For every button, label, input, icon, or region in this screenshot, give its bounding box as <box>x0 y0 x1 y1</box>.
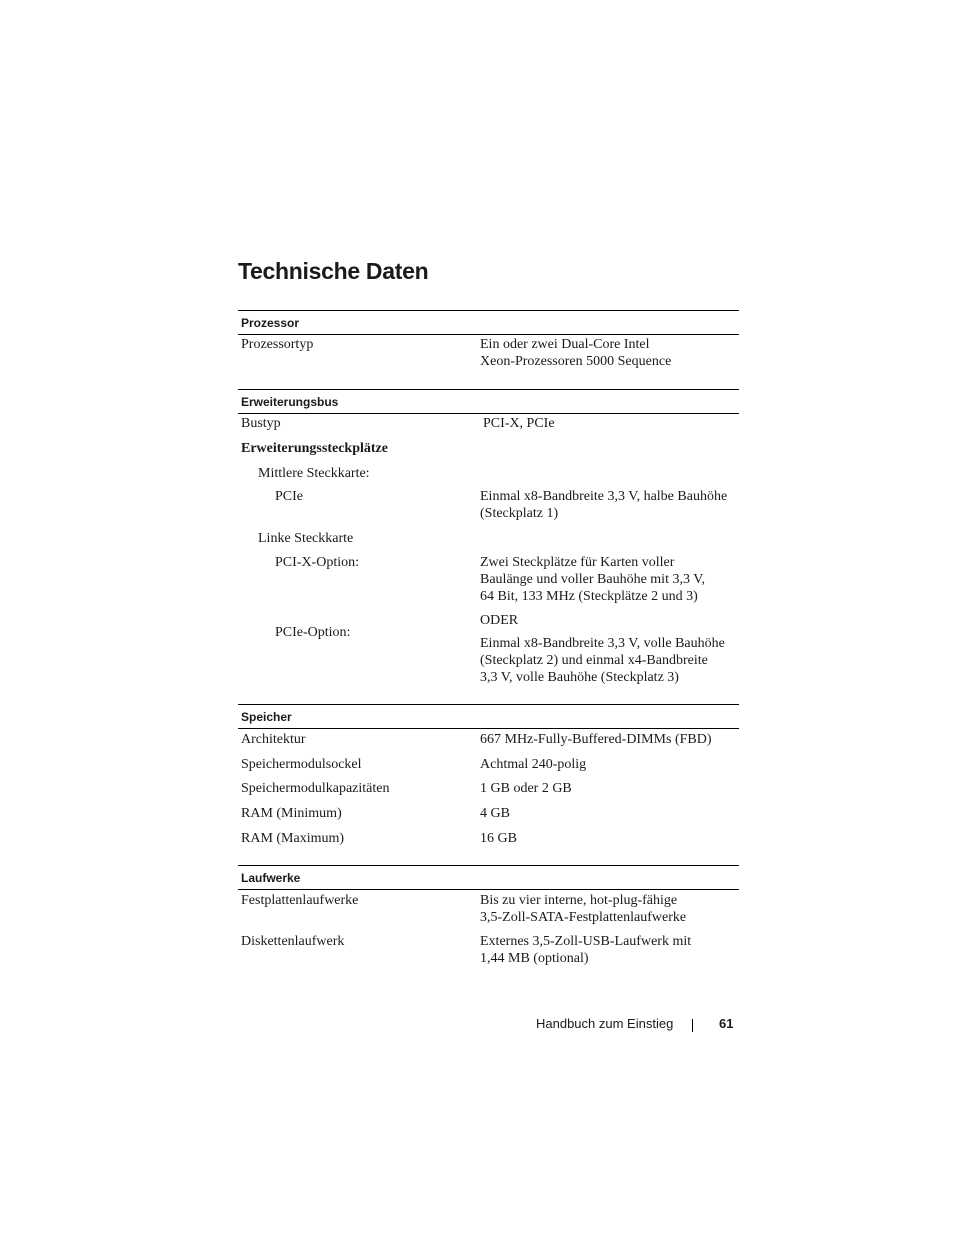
spec-value-line: Einmal x8-Bandbreite 3,3 V, halbe Bauhöhe <box>480 489 728 504</box>
spec-value: PCI-X, PCIe <box>483 416 555 431</box>
spec-row-linke-steckkarte <box>238 530 739 547</box>
section-speicher <box>238 704 739 865</box>
spec-value: 16 GB <box>480 831 517 846</box>
spec-value <box>480 336 739 370</box>
section-erweiterungsbus <box>238 389 739 704</box>
spec-value-line: Bis zu vier interne, hot-plug-fähige <box>480 893 678 908</box>
spec-value: 667 MHz-Fully-Buffered-DIMMs (FBD) <box>480 732 712 747</box>
spec-value-line: Externes 3,5-Zoll-USB-Laufwerk mit <box>480 934 692 949</box>
spec-value-line: 1,44 MB (optional) <box>480 951 589 966</box>
spec-value <box>480 554 739 605</box>
spec-label: RAM (Maximum) <box>241 831 345 846</box>
spec-row-pcix-option <box>238 554 739 605</box>
spec-row-pcie <box>238 488 739 522</box>
spec-row-speichermodulkapazitaeten <box>238 780 739 797</box>
spec-value-line: 64 Bit, 133 MHz (Steckplätze 2 und 3) <box>480 589 698 604</box>
footer-title: Handbuch zum Einstieg <box>536 1016 674 1031</box>
spec-value: 4 GB <box>480 806 510 821</box>
spec-value: Achtmal 240-polig <box>480 757 587 772</box>
section-heading: Prozessor <box>238 311 739 335</box>
spec-row-speichermodulsockel <box>238 756 739 773</box>
spec-row-prozessortyp <box>238 336 739 370</box>
section-heading: Erweiterungsbus <box>238 390 739 414</box>
section-laufwerke <box>238 865 739 983</box>
spec-table <box>238 310 739 983</box>
spec-label: PCI-X-Option: <box>275 555 359 570</box>
spec-value-line: (Steckplatz 1) <box>480 506 559 521</box>
spec-value-line: Einmal x8-Bandbreite 3,3 V, volle Bauhöhe <box>480 636 725 651</box>
spec-value: 1 GB oder 2 GB <box>480 781 572 796</box>
spec-label: Diskettenlaufwerk <box>241 934 345 949</box>
spec-row-festplattenlaufwerke <box>238 892 739 926</box>
section-prozessor <box>238 310 739 389</box>
spec-value-line: Xeon-Prozessoren 5000 Sequence <box>480 354 672 369</box>
spec-value <box>480 488 739 522</box>
spec-label: Prozessortyp <box>241 337 314 352</box>
spec-value: ODER <box>480 613 519 628</box>
spec-row-steckplaetze <box>238 440 739 457</box>
spec-value <box>480 933 739 967</box>
spec-row-ram-minimum <box>238 805 739 822</box>
page-title: Technische Daten <box>238 258 429 284</box>
page-number: 61 <box>719 1016 734 1031</box>
spec-label: Linke Steckkarte <box>258 531 354 546</box>
spec-value <box>480 892 739 926</box>
spec-row-mittlere-steckkarte <box>238 465 739 482</box>
spec-label: Erweiterungssteckplätze <box>241 441 388 456</box>
spec-label: Speichermodulkapazitäten <box>241 781 390 796</box>
spec-row-pcie-option <box>238 625 739 686</box>
spec-value-line: 3,5-Zoll-SATA-Festplattenlaufwerke <box>480 910 687 925</box>
spec-value-line: 3,3 V, volle Bauhöhe (Steckplatz 3) <box>480 670 679 685</box>
spec-row-bustyp <box>238 415 739 432</box>
spec-value-line: Baulänge und voller Bauhöhe mit 3,3 V, <box>480 572 706 587</box>
spec-label: Speichermodulsockel <box>241 757 362 772</box>
spec-label: PCIe-Option: <box>275 625 351 640</box>
section-heading: Laufwerke <box>238 866 739 890</box>
spec-label: Festplattenlaufwerke <box>241 893 359 908</box>
spec-row-diskettenlaufwerk <box>238 933 739 967</box>
spec-label: Mittlere Steckkarte: <box>258 466 370 481</box>
spec-label: RAM (Minimum) <box>241 806 342 821</box>
spec-label: Bustyp <box>241 416 281 431</box>
spec-value <box>480 635 739 686</box>
spec-row-ram-maximum <box>238 830 739 847</box>
spec-value-line: Zwei Steckplätze für Karten voller <box>480 555 675 570</box>
spec-value-line: (Steckplatz 2) und einmal x4-Bandbreite <box>480 653 708 668</box>
section-heading: Speicher <box>238 705 739 729</box>
footer-divider <box>692 1019 693 1032</box>
spec-label: Architektur <box>241 732 306 747</box>
spec-label: PCIe <box>275 489 303 504</box>
spec-value-line: Ein oder zwei Dual-Core Intel <box>480 337 650 352</box>
spec-row-architektur <box>238 731 739 748</box>
